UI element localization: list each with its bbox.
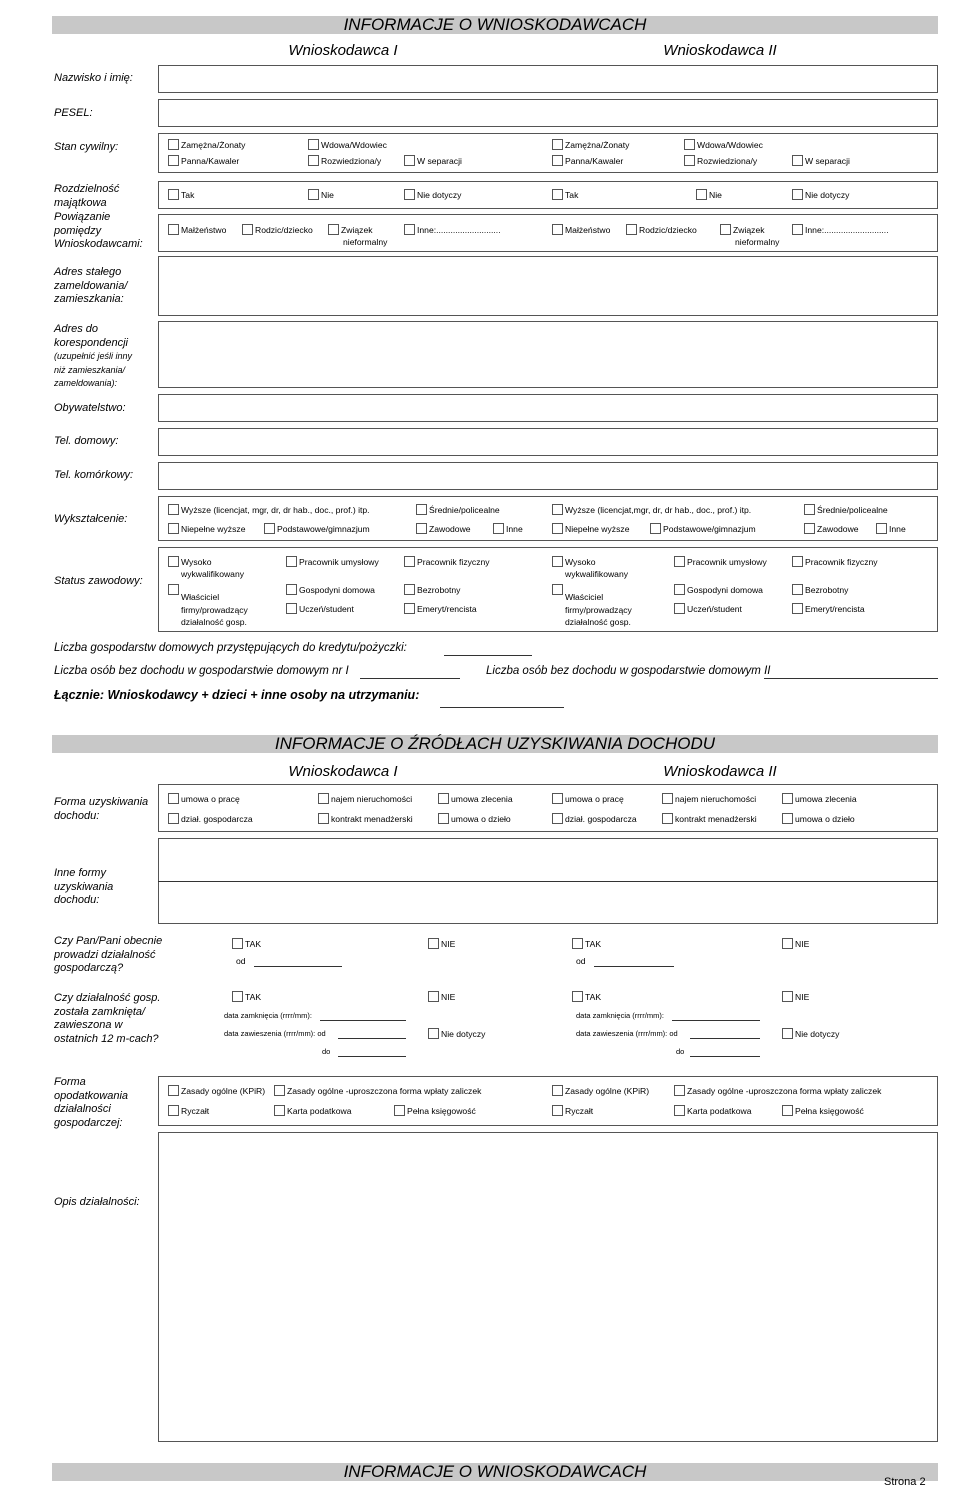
checkbox-icon[interactable] (404, 155, 415, 166)
checkbox-icon[interactable] (286, 556, 297, 567)
marital-widow-1[interactable]: Wdowa/Wdowiec (308, 139, 387, 151)
relation-informal-2-cont: nieformalny (735, 237, 780, 247)
checkbox-icon[interactable] (308, 155, 319, 166)
checkbox-icon[interactable] (572, 991, 583, 1002)
business-since-2-label: od (576, 956, 586, 966)
edu-other-1[interactable]: Inne (493, 523, 523, 535)
edu-higher-2[interactable]: Wyższe (licencjat,mgr, dr, dr hab., doc., prof.) itp. (552, 504, 751, 516)
checkbox-icon[interactable] (286, 584, 297, 595)
checkbox-icon[interactable] (404, 224, 415, 235)
checkbox-icon[interactable] (404, 603, 415, 614)
relation-other-1[interactable]: Inne:........................... (404, 224, 501, 236)
households-total-label: Łącznie: Wnioskodawcy + dzieci + inne osoby na utrzymaniu: (54, 688, 420, 702)
checkbox-icon[interactable] (626, 224, 637, 235)
label-description: Opis działalności: (54, 1196, 140, 1208)
footer-title: INFORMACJE O WNIOSKODAWCACH (343, 1462, 647, 1481)
checkbox-icon[interactable] (782, 813, 793, 824)
status-unemployed-2[interactable]: Bezrobotny (792, 584, 848, 596)
checkbox-icon[interactable] (168, 139, 179, 150)
checkbox-icon[interactable] (318, 793, 329, 804)
checkbox-icon[interactable] (168, 155, 179, 166)
status-clerk-1[interactable]: Pracownik umysłowy (286, 556, 379, 568)
closed-yes-2[interactable]: TAK (572, 991, 601, 1003)
checkbox-icon[interactable] (242, 224, 253, 235)
label-taxation: Forma opodatkowania działalności gospodarczej: (54, 1076, 129, 1129)
edu-higher-1[interactable]: Wyższe (licencjat, mgr, dr, dr hab., doc., prof.) itp. (168, 504, 370, 516)
checkbox-icon[interactable] (308, 189, 319, 200)
checkbox-icon[interactable] (416, 504, 427, 515)
income-business-1[interactable]: dział. gospodarcza (168, 813, 253, 825)
checkbox-icon[interactable] (782, 1028, 793, 1039)
checkbox-icon[interactable] (552, 793, 563, 804)
status-qualified-2-cont: wykwalifikowany (565, 569, 629, 579)
status-unemployed-1[interactable]: Bezrobotny (404, 584, 460, 596)
status-student-1[interactable]: Uczeń/student (286, 603, 354, 615)
checkbox-icon[interactable] (404, 556, 415, 567)
tax-lump-2[interactable]: Ryczałt (552, 1105, 593, 1117)
closed-date-2-label: data zamknięcia (rrrr/mm): (576, 1011, 664, 1020)
suspended-to-2-label: do (676, 1047, 685, 1056)
checkbox-icon[interactable] (232, 991, 243, 1002)
status-qualified-2[interactable]: Wysoko (552, 556, 596, 568)
income-mandate-2[interactable]: umowa zlecenia (782, 793, 857, 805)
checkbox-icon[interactable] (552, 523, 563, 534)
label-citizenship: Obywatelstwo: (54, 402, 126, 414)
checkbox-icon[interactable] (662, 813, 673, 824)
closed-date-1-label: data zamknięcia (rrrr/mm): (224, 1011, 312, 1020)
checkbox-icon[interactable] (876, 523, 887, 534)
checkbox-icon[interactable] (684, 139, 695, 150)
checkbox-icon[interactable] (782, 793, 793, 804)
edu-incomplete-2[interactable]: Niepełne wyższe (552, 523, 629, 535)
tax-card-1[interactable]: Karta podatkowa (274, 1105, 352, 1117)
status-owner-2-text: Właściciel firmy/prowadzący działalność gosp. (565, 592, 632, 627)
suspended-date-1-line[interactable] (338, 1038, 406, 1039)
checkbox-icon[interactable] (674, 556, 685, 567)
closed-date-2-line[interactable] (672, 1020, 760, 1021)
edu-basic-1[interactable]: Podstawowe/gimnazjum (264, 523, 370, 535)
income-work-2[interactable]: umowa o dzieło (782, 813, 855, 825)
status-retired-2[interactable]: Emeryt/rencista (792, 603, 865, 615)
checkbox-icon[interactable] (428, 938, 439, 949)
property-na-2[interactable]: Nie dotyczy (792, 189, 849, 201)
marital-separated-2[interactable]: W separacji (792, 155, 850, 167)
label-marital: Stan cywilny: (54, 141, 119, 153)
relation-marriage-2[interactable]: Małżeństwo (552, 224, 610, 236)
tax-flat-1[interactable]: Zasady ogólne -uproszczona forma wpłaty zaliczek (274, 1085, 481, 1097)
checkbox-icon[interactable] (168, 1105, 179, 1116)
marital-divorced-2[interactable]: Rozwiedziona/y (684, 155, 757, 167)
home-phone-field[interactable] (158, 428, 938, 456)
label-name: Nazwisko i imię: (54, 72, 133, 84)
property-no-2[interactable]: Nie (696, 189, 722, 201)
checkbox-icon[interactable] (328, 224, 339, 235)
checkbox-icon[interactable] (662, 793, 673, 804)
income-employment-1[interactable]: umowa o pracę (168, 793, 240, 805)
checkbox-icon[interactable] (552, 189, 563, 200)
checkbox-icon[interactable] (792, 155, 803, 166)
checkbox-icon[interactable] (264, 523, 275, 534)
checkbox-icon[interactable] (168, 523, 179, 534)
name-field[interactable] (158, 65, 938, 93)
edu-vocational-2[interactable]: Zawodowe (804, 523, 859, 535)
tax-lump-1[interactable]: Ryczałt (168, 1105, 209, 1117)
checkbox-icon[interactable] (168, 224, 179, 235)
suspended-date-2-label: data zawieszenia (rrrr/mm): od (576, 1029, 678, 1038)
tax-books-2[interactable]: Pełna księgowość (782, 1105, 864, 1117)
checkbox-icon[interactable] (674, 584, 685, 595)
relation-other-2[interactable]: Inne:........................... (792, 224, 889, 236)
checkbox-icon[interactable] (308, 139, 319, 150)
checkbox-icon[interactable] (552, 813, 563, 824)
label-address: Adres stałego zameldowania/ zamieszkania: (54, 266, 128, 305)
marital-married-1[interactable]: Zamężna/Żonaty (168, 139, 245, 151)
business-since-2-line[interactable] (594, 966, 674, 967)
status-owner-1[interactable] (168, 584, 181, 596)
citizenship-field[interactable] (158, 394, 938, 422)
label-relation: Powiązanie pomiędzy Wnioskodawcami: (54, 211, 143, 250)
checkbox-icon[interactable] (792, 556, 803, 567)
checkbox-icon[interactable] (552, 155, 563, 166)
business-yes-1[interactable]: TAK (232, 938, 261, 950)
checkbox-icon[interactable] (428, 991, 439, 1002)
column-header-applicant-2: Wnioskodawca II (663, 42, 777, 59)
mobile-field[interactable] (158, 462, 938, 490)
checkbox-icon[interactable] (792, 603, 803, 614)
households-h2-label: Liczba osób bez dochodu w gospodarstwie domowym II (486, 665, 771, 677)
households-count-line[interactable] (444, 655, 532, 656)
label-home-phone: Tel. domowy: (54, 435, 119, 447)
status-clerk-2[interactable]: Pracownik umysłowy (674, 556, 767, 568)
status-student-2[interactable]: Uczeń/student (674, 603, 742, 615)
taxation-box (158, 1076, 938, 1126)
income-column-header-1: Wnioskodawca I (288, 763, 398, 780)
households-h1-label: Liczba osób bez dochodu w gospodarstwie domowym nr I (54, 665, 349, 677)
label-income-form: Forma uzyskiwania dochodu: (54, 796, 149, 822)
property-na-1[interactable]: Nie dotyczy (404, 189, 461, 201)
business-no-1[interactable]: NIE (428, 938, 455, 950)
checkbox-icon[interactable] (274, 1085, 285, 1096)
checkbox-icon[interactable] (232, 938, 243, 949)
marital-separated-1[interactable]: W separacji (404, 155, 462, 167)
pesel-field[interactable] (158, 99, 938, 127)
status-manual-1[interactable]: Pracownik fizyczny (404, 556, 490, 568)
section-title: INFORMACJE O WNIOSKODAWCACH (343, 15, 647, 34)
label-property: Rozdzielność majątkowa (54, 183, 120, 209)
checkbox-icon[interactable] (286, 603, 297, 614)
status-owner-2[interactable] (552, 584, 565, 596)
checkbox-icon[interactable] (552, 224, 563, 235)
marital-single-1[interactable]: Panna/Kawaler (168, 155, 239, 167)
relation-informal-2[interactable]: Związek (720, 224, 765, 236)
tax-general-2[interactable]: Zasady ogólne (KPiR) (552, 1085, 649, 1097)
checkbox-icon[interactable] (438, 793, 449, 804)
status-retired-1[interactable]: Emeryt/rencista (404, 603, 477, 615)
label-status: Status zawodowy: (54, 575, 143, 587)
checkbox-icon[interactable] (674, 1105, 685, 1116)
tax-card-2[interactable]: Karta podatkowa (674, 1105, 752, 1117)
label-business-running: Czy Pan/Pani obecnie prowadzi działalność gospodarczą? (54, 935, 163, 974)
households-h2-line[interactable] (764, 678, 938, 679)
checkbox-icon[interactable] (552, 504, 563, 515)
income-work-1[interactable]: umowa o dzieło (438, 813, 511, 825)
checkbox-icon[interactable] (493, 523, 504, 534)
checkbox-icon[interactable] (552, 556, 563, 567)
status-housewife-1[interactable]: Gospodyni domowa (286, 584, 375, 596)
checkbox-icon[interactable] (552, 584, 563, 595)
closed-yes-1[interactable]: TAK (232, 991, 261, 1003)
business-since-1-label: od (236, 956, 246, 966)
marital-widow-2[interactable]: Wdowa/Wdowiec (684, 139, 763, 151)
checkbox-icon[interactable] (168, 813, 179, 824)
label-education: Wykształcenie: (54, 513, 128, 525)
suspended-to-1-label: do (322, 1047, 331, 1056)
closed-na-2[interactable]: Nie dotyczy (782, 1028, 839, 1040)
relation-parent-1[interactable]: Rodzic/dziecko (242, 224, 313, 236)
marital-box (158, 133, 938, 173)
checkbox-icon[interactable] (782, 1105, 793, 1116)
marital-married-2[interactable]: Zamężna/Żonaty (552, 139, 629, 151)
checkbox-icon[interactable] (404, 584, 415, 595)
checkbox-icon[interactable] (394, 1105, 405, 1116)
closed-date-1-line[interactable] (320, 1020, 406, 1021)
property-no-1[interactable]: Nie (308, 189, 334, 201)
edu-other-2[interactable]: Inne (876, 523, 906, 535)
label-other-income: Inne formy uzyskiwania dochodu: (54, 867, 114, 906)
label-business-closed: Czy działalność gosp. została zamknięta/ zawieszona w ostatnich 12 m-cach? (54, 992, 161, 1045)
relation-informal-1[interactable]: Związek (328, 224, 373, 236)
checkbox-icon[interactable] (168, 584, 179, 595)
households-total-line[interactable] (440, 707, 564, 708)
business-no-2[interactable]: NIE (782, 938, 809, 950)
suspended-date-1-label: data zawieszenia (rrrr/mm): od (224, 1029, 326, 1038)
page-number: Strona 2 (884, 1476, 926, 1488)
marital-single-2[interactable]: Panna/Kawaler (552, 155, 623, 167)
closed-no-1[interactable]: NIE (428, 991, 455, 1003)
edu-secondary-1[interactable]: Średnie/policealne (416, 504, 500, 516)
closed-na-1[interactable]: Nie dotyczy (428, 1028, 485, 1040)
business-yes-2[interactable]: TAK (572, 938, 601, 950)
description-field[interactable] (158, 1132, 938, 1442)
checkbox-icon[interactable] (804, 504, 815, 515)
checkbox-icon[interactable] (720, 224, 731, 235)
status-manual-2[interactable]: Pracownik fizyczny (792, 556, 878, 568)
checkbox-icon[interactable] (318, 813, 329, 824)
checkbox-icon[interactable] (782, 991, 793, 1002)
tax-flat-2[interactable]: Zasady ogólne -uproszczona forma wpłaty zaliczek (674, 1085, 881, 1097)
checkbox-icon[interactable] (674, 1085, 685, 1096)
checkbox-icon[interactable] (168, 1085, 179, 1096)
label-mobile: Tel. komórkowy: (54, 469, 134, 481)
checkbox-icon[interactable] (792, 189, 803, 200)
checkbox-icon[interactable] (552, 139, 563, 150)
checkbox-icon[interactable] (168, 504, 179, 515)
status-owner-1-text: Właściciel firmy/prowadzący działalność gosp. (181, 592, 248, 627)
marital-divorced-1[interactable]: Rozwiedziona/y (308, 155, 381, 167)
households-count-label: Liczba gospodarstw domowych przystępujących do kredytu/pożyczki: (54, 642, 407, 654)
income-mandate-1[interactable]: umowa zlecenia (438, 793, 513, 805)
status-qualified-1[interactable]: Wysoko (168, 556, 212, 568)
checkbox-icon[interactable] (572, 938, 583, 949)
checkbox-icon[interactable] (792, 224, 803, 235)
business-since-1-line[interactable] (254, 966, 342, 967)
other-income-divider (158, 881, 938, 882)
checkbox-icon[interactable] (650, 523, 661, 534)
property-yes-1[interactable]: Tak (168, 189, 194, 201)
status-qualified-1-cont: wykwalifikowany (181, 569, 245, 579)
income-rental-2[interactable]: najem nieruchomości (662, 793, 756, 805)
relation-marriage-1[interactable]: Małżeństwo (168, 224, 226, 236)
income-business-2[interactable]: dział. gospodarcza (552, 813, 637, 825)
checkbox-icon[interactable] (552, 1105, 563, 1116)
checkbox-icon[interactable] (404, 189, 415, 200)
correspondence-field[interactable] (158, 321, 938, 388)
checkbox-icon[interactable] (168, 793, 179, 804)
column-header-applicant-1: Wnioskodawca I (288, 42, 398, 59)
checkbox-icon[interactable] (674, 603, 685, 614)
edu-incomplete-1[interactable]: Niepełne wyższe (168, 523, 245, 535)
checkbox-icon[interactable] (438, 813, 449, 824)
suspended-date-2-line[interactable] (690, 1038, 760, 1039)
tax-general-1[interactable]: Zasady ogólne (KPiR) (168, 1085, 265, 1097)
checkbox-icon[interactable] (552, 1085, 563, 1096)
income-rental-1[interactable]: najem nieruchomości (318, 793, 412, 805)
checkbox-icon[interactable] (684, 155, 695, 166)
suspended-to-1-line[interactable] (338, 1056, 406, 1057)
income-section-title: INFORMACJE O ŹRÓDŁACH UZYSKIWANIA DOCHODU (274, 734, 716, 753)
relation-informal-1-cont: nieformalny (343, 237, 388, 247)
edu-secondary-2[interactable]: Średnie/policealne (804, 504, 888, 516)
checkbox-icon[interactable] (428, 1028, 439, 1039)
checkbox-icon[interactable] (804, 523, 815, 534)
checkbox-icon[interactable] (416, 523, 427, 534)
edu-vocational-1[interactable]: Zawodowe (416, 523, 471, 535)
checkbox-icon[interactable] (274, 1105, 285, 1116)
checkbox-icon[interactable] (168, 556, 179, 567)
label-correspondence: Adres do korespondencji (uzupełnić jeśli inny niż zamieszkania/ zameldowania): (54, 323, 133, 388)
edu-basic-2[interactable]: Podstawowe/gimnazjum (650, 523, 756, 535)
label-pesel: PESEL: (54, 107, 93, 119)
households-h1-line[interactable] (360, 678, 460, 679)
income-employment-2[interactable]: umowa o pracę (552, 793, 624, 805)
relation-parent-2[interactable]: Rodzic/dziecko (626, 224, 697, 236)
checkbox-icon[interactable] (696, 189, 707, 200)
suspended-to-2-line[interactable] (690, 1056, 760, 1057)
closed-no-2[interactable]: NIE (782, 991, 809, 1003)
tax-books-1[interactable]: Pełna księgowość (394, 1105, 476, 1117)
income-manager-2[interactable]: kontrakt menadżerski (662, 813, 757, 825)
checkbox-icon[interactable] (782, 938, 793, 949)
address-field[interactable] (158, 256, 938, 316)
checkbox-icon[interactable] (792, 584, 803, 595)
income-manager-1[interactable]: kontrakt menadżerski (318, 813, 413, 825)
income-column-header-2: Wnioskodawca II (663, 763, 777, 780)
status-housewife-2[interactable]: Gospodyni domowa (674, 584, 763, 596)
checkbox-icon[interactable] (168, 189, 179, 200)
property-yes-2[interactable]: Tak (552, 189, 578, 201)
